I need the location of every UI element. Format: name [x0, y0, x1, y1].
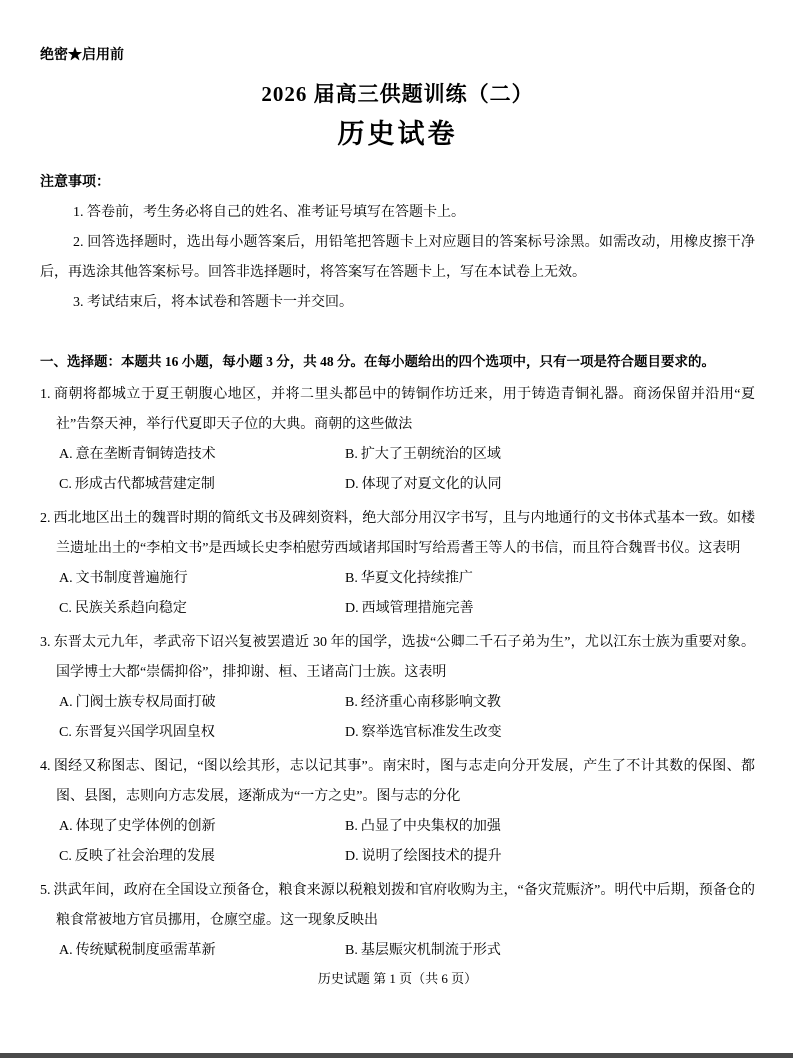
question-4-options-row-1 — [40, 812, 755, 842]
question-3 — [40, 628, 755, 748]
question-1-option-d — [345, 470, 755, 500]
security-classification: 绝密★启用前 — [40, 48, 124, 63]
option-text: 基层赈灾机制流于形式 — [360, 943, 501, 958]
question-3-options-row-1 — [40, 688, 755, 718]
question-3-option-a — [59, 688, 345, 718]
question-2-options-row-2 — [40, 594, 755, 624]
question-1-options-row-2 — [40, 470, 755, 500]
option-label: B. — [345, 819, 358, 834]
option-text: 扩大了王朝统治的区域 — [360, 447, 501, 462]
option-text: 西域管理措施完善 — [361, 601, 474, 616]
question-2-option-d — [345, 594, 755, 624]
question-2-number: 2. — [40, 511, 51, 526]
option-text: 体现了对夏文化的认同 — [361, 477, 502, 492]
page-bottom-edge — [0, 1053, 793, 1058]
question-2-option-c — [59, 594, 345, 624]
question-5 — [40, 876, 755, 966]
question-5-options-row-1 — [40, 936, 755, 966]
option-text: 意在垄断青铜铸造技术 — [75, 447, 216, 462]
option-text: 门阀士族专权局面打破 — [75, 695, 216, 710]
question-4-option-c — [59, 842, 345, 872]
question-1-option-c — [59, 470, 345, 500]
option-text: 说明了绘图技术的提升 — [361, 849, 502, 864]
option-label: B. — [345, 943, 358, 958]
question-4 — [40, 752, 755, 872]
option-label: A. — [59, 819, 73, 834]
section-heading: 一、选择题：本题共 16 小题，每小题 3 分，共 48 分。在每小题给出的四个选项中，只有一项是符合题目要求的。 — [40, 354, 715, 369]
question-5-number: 5. — [40, 883, 51, 898]
option-text: 传统赋税制度亟需革新 — [75, 943, 216, 958]
option-text: 凸显了中央集权的加强 — [360, 819, 501, 834]
option-label: D. — [345, 849, 359, 864]
question-3-option-c — [59, 718, 345, 748]
question-4-stem — [40, 752, 755, 812]
question-2-options-row-1 — [40, 564, 755, 594]
option-label: C. — [59, 601, 72, 616]
notice-heading: 注意事项： — [40, 175, 110, 190]
option-label: C. — [59, 849, 72, 864]
question-3-option-d — [345, 718, 755, 748]
option-label: B. — [345, 571, 358, 586]
option-label: A. — [59, 943, 73, 958]
option-label: A. — [59, 695, 73, 710]
option-text: 体现了史学体例的创新 — [75, 819, 216, 834]
question-1-stem — [40, 380, 755, 440]
option-label: D. — [345, 477, 359, 492]
option-text: 文书制度普遍施行 — [75, 571, 188, 586]
option-label: D. — [345, 601, 359, 616]
option-label: A. — [59, 571, 73, 586]
question-2-text: 西北地区出土的魏晋时期的简纸文书及碑刻资料，绝大部分用汉字书写，且与内地通行的文书体式基本一致。如楼兰遗址出土的“李柏文书”是西域长史李柏慰劳西域诸邦国时写给焉耆王等人的书信，而且符合魏晋书仪。这表明 — [53, 511, 755, 556]
option-label: B. — [345, 447, 358, 462]
option-text: 东晋复兴国学巩固皇权 — [74, 725, 215, 740]
question-5-stem — [40, 876, 755, 936]
option-text: 华夏文化持续推广 — [360, 571, 473, 586]
option-text: 察举选官标准发生改变 — [361, 725, 502, 740]
notice-item-3: 3. 考试结束后，将本试卷和答题卡一并交回。 — [73, 295, 353, 310]
question-4-options-row-2 — [40, 842, 755, 872]
question-5-text: 洪武年间，政府在全国设立预备仓，粮食来源以税粮划拨和官府收购为主，“备灾荒赈济”。明代中后期，预备仓的粮食常被地方官员挪用，仓廪空虚。这一现象反映出 — [53, 883, 755, 928]
question-3-stem — [40, 628, 755, 688]
question-2-option-b — [345, 564, 755, 594]
question-4-option-a — [59, 812, 345, 842]
notice-item-1: 1. 答卷前，考生务必将自己的姓名、准考证号填写在答题卡上。 — [73, 205, 465, 220]
question-2-option-a — [59, 564, 345, 594]
option-label: D. — [345, 725, 359, 740]
question-1-option-b — [345, 440, 755, 470]
question-1-text: 商朝将都城立于夏王朝腹心地区，并将二里头都邑中的铸铜作坊迁来，用于铸造青铜礼器。商汤保留并沿用“夏社”告祭天神，举行代夏即天子位的大典。商朝的这些做法 — [53, 387, 755, 432]
page-footer: 历史试题 第 1 页（共 6 页） — [317, 971, 478, 986]
question-4-option-d — [345, 842, 755, 872]
subject-title: 历史试卷 — [337, 119, 458, 149]
option-label: B. — [345, 695, 358, 710]
option-label: C. — [59, 725, 72, 740]
notice-item-2: 2. 回答选择题时，选出每小题答案后，用铅笔把答题卡上对应题目的答案标号涂黑。如需改动，用橡皮擦干净后，再选涂其他答案标号。回答非选择题时，将答案写在答题卡上，写在本试卷上无效。 — [40, 235, 755, 280]
question-4-text: 图经又称图志、图记，“图以绘其形，志以记其事”。南宋时，图与志走向分开发展，产生了不计其数的保图、都图、县图，志则向方志发展，逐渐成为“一方之史”。图与志的分化 — [53, 759, 755, 804]
notice-block — [40, 168, 755, 318]
question-1-option-a — [59, 440, 345, 470]
question-2-stem — [40, 504, 755, 564]
exam-series-title: 2026 届高三供题训练（二） — [261, 82, 534, 106]
option-label: C. — [59, 477, 72, 492]
question-5-option-a — [59, 936, 345, 966]
question-3-text: 东晋太元九年，孝武帝下诏兴复被罢遣近 30 年的国学，选拔“公卿二千石子弟为生”，尤以江东士族为重要对象。国学博士大都“崇儒抑俗”，排抑谢、桓、王诸高门士族。这表明 — [53, 635, 755, 680]
option-label: A. — [59, 447, 73, 462]
question-4-option-b — [345, 812, 755, 842]
option-text: 形成古代都城营建定制 — [74, 477, 215, 492]
question-1-options-row-1 — [40, 440, 755, 470]
question-2 — [40, 504, 755, 624]
question-1 — [40, 380, 755, 500]
option-text: 经济重心南移影响文教 — [360, 695, 501, 710]
option-text: 反映了社会治理的发展 — [74, 849, 215, 864]
question-3-option-b — [345, 688, 755, 718]
question-3-options-row-2 — [40, 718, 755, 748]
question-3-number: 3. — [40, 635, 51, 650]
option-text: 民族关系趋向稳定 — [74, 601, 187, 616]
question-5-option-b — [345, 936, 755, 966]
question-1-number: 1. — [40, 387, 51, 402]
question-4-number: 4. — [40, 759, 51, 774]
